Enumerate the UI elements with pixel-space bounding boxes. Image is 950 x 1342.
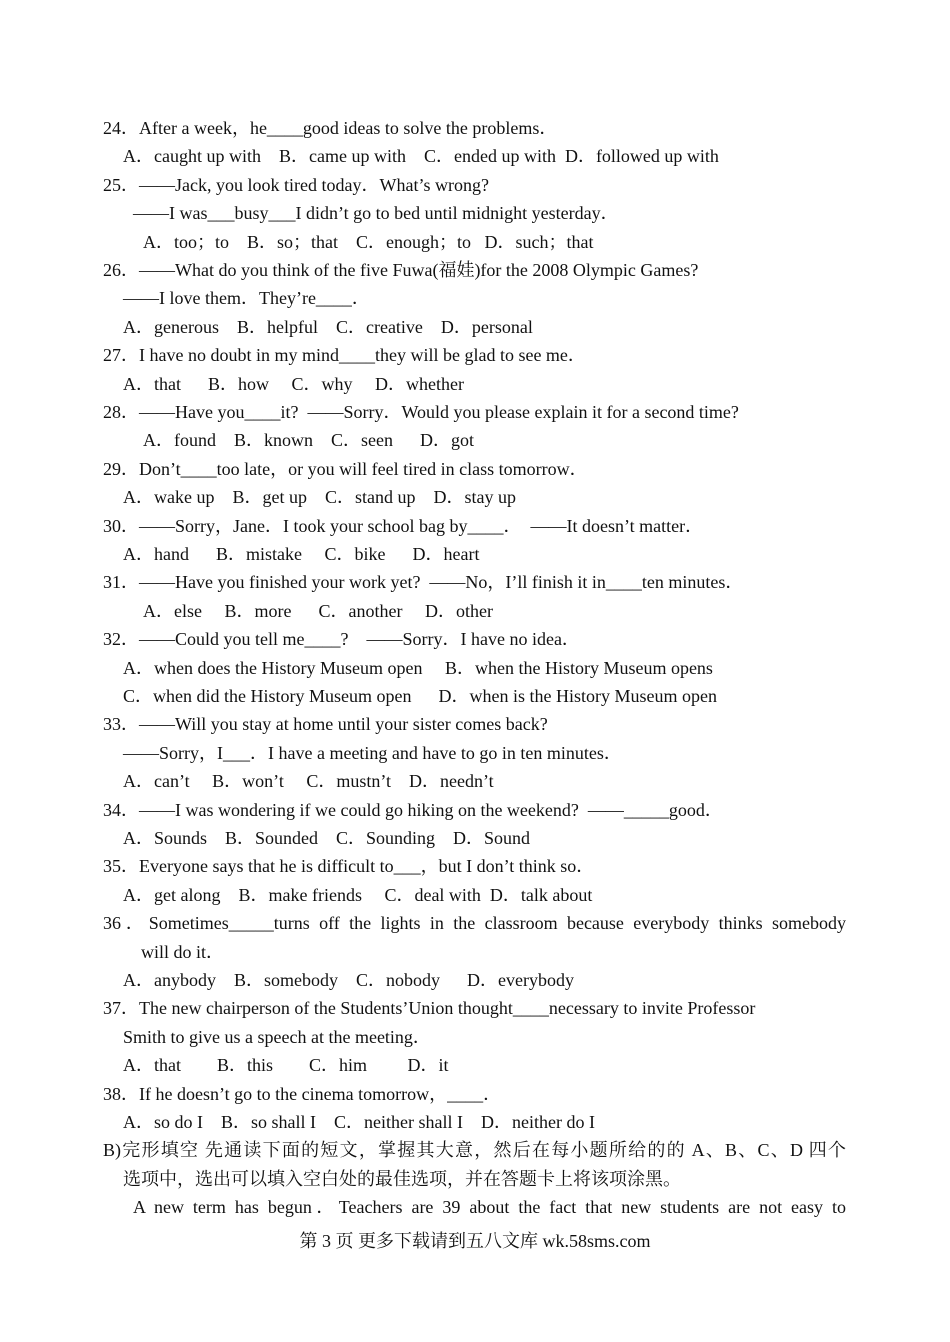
text-line: 28．——Have you____it? ——Sorry．Would you please explain it for a second time? [103, 402, 739, 422]
text-line: 37．The new chairperson of the Students’Union thought____necessary to invite Professor [103, 998, 756, 1019]
text-line: A．that B．how C．why D．whether [123, 373, 464, 394]
text-line: A．wake up B．get up C．stand up D．stay up [123, 487, 516, 508]
text-line: 31．——Have you finished your work yet? ——No，I’ll finish it in____ten minutes． [103, 572, 744, 593]
text-line: 24．After a week，he____good ideas to solve the problems． [103, 118, 558, 138]
text-line: 32．——Could you tell me____? ——Sorry．I have no idea． [103, 629, 580, 650]
text-line: A．hand B．mistake C．bike D．heart [123, 544, 480, 564]
text-line: 35．Everyone says that he is difficult to___，but I don’t think so． [103, 856, 595, 877]
text-line: 38．If he doesn’t go to the cinema tomorrow，____． [103, 1083, 502, 1104]
text-line: 29．Don’t____too late，or you will feel tired in class tomorrow． [103, 458, 588, 479]
page-footer: 第 3 页 更多下载请到五八文库 wk.58sms.com [299, 1231, 651, 1251]
text-line: Smith to give us a speech at the meeting． [123, 1026, 431, 1047]
text-line: A．Sounds B．Sounded C．Sounding D．Sound [123, 828, 531, 848]
text-line: 33．——Will you stay at home until your sister comes back? [103, 714, 548, 735]
text-line: A．else B．more C．another D．other [143, 600, 493, 621]
text-line: 25．——Jack, you look tired today．What’s wrong? [103, 174, 489, 195]
text-line: A．get along B．make friends C．deal with D．talk about [123, 884, 593, 905]
text-line: A．that B．this C．him D．it [123, 1055, 449, 1076]
text-line: A．anybody B．somebody C．nobody D．everybody [123, 970, 574, 990]
text-line: A．so do I B．so shall I C．neither shall I D．neither do I [123, 1112, 595, 1132]
text-line: A．found B．known C．seen D．got [143, 430, 474, 451]
text-line: 34．——I was wondering if we could go hiking on the weekend? ——_____good． [103, 799, 723, 820]
text-line: will do it． [141, 941, 225, 962]
text-line: A．when does the History Museum open B．when the History Museum opens [123, 657, 713, 678]
text-line: A．generous B．helpful C．creative D．personal [123, 316, 533, 337]
text-line: A．too；to B．so；that C．enough；to D．such；that [143, 231, 594, 252]
text-line: A．can’t B．won’t C．mustn’t D．needn’t [123, 771, 494, 792]
text-line: B)完形填空 先通读下面的短文，掌握其大意，然后在每小题所给的的 A、B、C、D 四个 [103, 1140, 846, 1161]
text-line: C．when did the History Museum open D．when is the History Museum open [123, 686, 717, 706]
text-line: ——I love them．They’re____． [123, 288, 370, 309]
text-line: 26．——What do you think of the five Fuwa(福娃)for the 2008 Olympic Games? [103, 260, 699, 280]
text-line: ——Sorry，I___．I have a meeting and have to go in ten minutes． [123, 742, 622, 763]
text-line: 30．——Sorry，Jane．I took your school bag by____． ——It doesn’t matter． [103, 515, 704, 536]
text-line: ——I was___busy___I didn’t go to bed until midnight yesterday． [133, 203, 619, 224]
text-line: 选项中，选出可以填入空白处的最佳选项，并在答题卡上将该项涂黑。 [123, 1168, 681, 1189]
text-line: A new term has begun．Teachers are 39 about the fact that new students are not easy to [133, 1197, 846, 1218]
text-line: A．caught up with B．came up with C．ended up with D．followed up with [123, 146, 719, 167]
text-line: 36．Sometimes_____turns off the lights in the classroom because everybody thinks somebody [103, 913, 846, 934]
text-line: 27．I have no doubt in my mind____they will be glad to see me． [103, 345, 586, 366]
